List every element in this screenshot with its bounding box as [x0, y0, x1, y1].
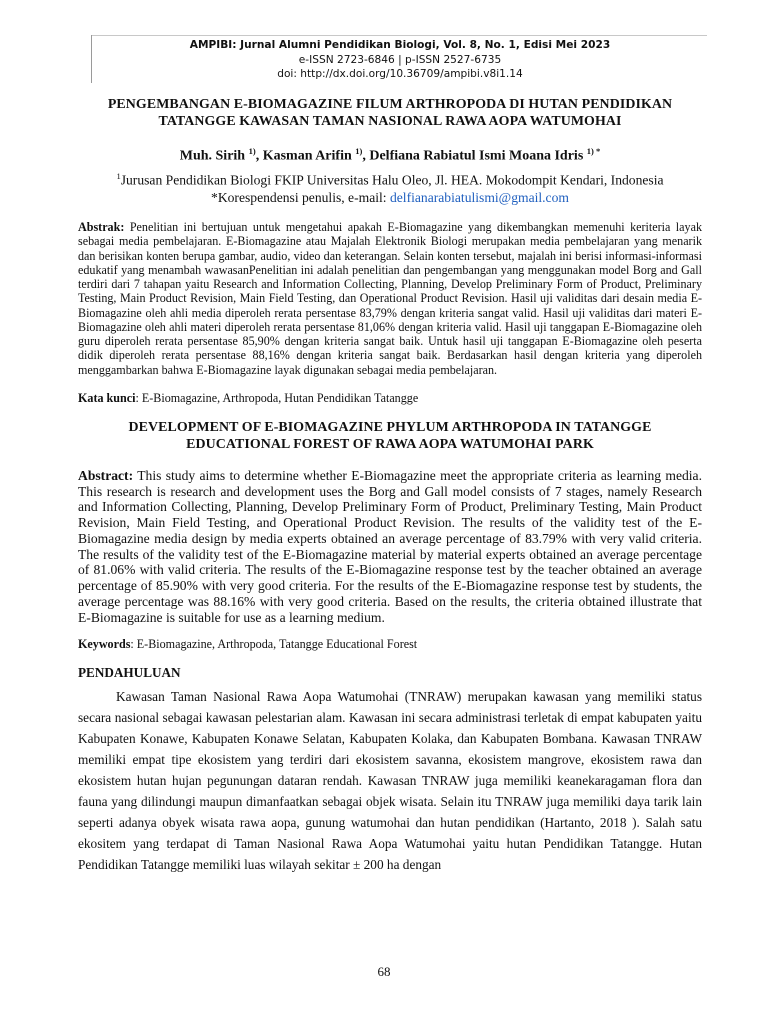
article-content — [78, 96, 702, 889]
author-1: Muh. Sirih — [179, 148, 246, 164]
correspondence-label: *Korespendensi penulis, e-mail: — [211, 190, 390, 206]
keywords-label: Keywords — [78, 637, 131, 652]
doi-line[interactable]: doi: http://dx.doi.org/10.36709/ampibi.v8i1.14 — [277, 68, 523, 80]
keywords-text: : E-Biomagazine, Arthropoda, Tatangge Educational Forest — [130, 637, 418, 652]
affiliation — [78, 167, 702, 208]
author-2: Kasman Arifin — [262, 148, 352, 164]
abstrak-label: Abstrak: — [78, 220, 125, 235]
author-3: Delfiana Rabiatul Ismi Moana Idris — [369, 148, 584, 164]
abstract-text: This study aims to determine whether E-Biomagazine meet the appropriate criteria as learning media. This research is research and development uses the Borg and Gall model consists of 7 stages, namely Research and Information Collecting, Planning, Develop Preliminary Form of Product, Preliminary Testing, Main Product Revision, Main Field Testing, and Operational Product Revision. The results of the validity test of the E-Biomagazine media design by media experts obtained an average percentage of 83.79% with very valid criteria. The results of the validity test of the E-Biomagazine material by material experts obtained an average percentage of 81.06% with valid criteria. The results of the E-Biomagazine response test by the teacher obtained an average percentage of 85.90% with very good criteria. For the results of the E-Biomagazine response test by students, the average percentage was 88.16% with very good criteria. Based on the results, the criteria obtained illustrate that E-Biomagazine is suitable for use as a learning medium. — [78, 467, 702, 625]
abstrak-text: Penelitian ini bertujuan untuk mengetahui apakah E-Biomagazine yang dikembangkan memenuhi keriteria layak sebagai media pembelajaran. E-Biomagazine atau Majalah Elektronik Biologi merupakan media pembelajaran yang menarik dan berisikan konten berupa gambar, audio, video dan keterangan. Selain konten tersebut, majalah ini berisi informasi-informasi edukatif yang menambah wawasanPenelitian ini adalah penelitian dan pengembangan yang menggunakan model Borg and Gall terdiri dari 7 tahapan yaitu Research and Information Collecting, Planning, Develop Preliminary Form of Product, Preliminary Testing, Main Product Revision, Main Field Testing, dan Operational Product Revision. Hasil uji validitas dari desain media E-Biomagazine oleh ahli media diperoleh rerata persentase 83,79% dengan kriteria sangat valid. Hasil uji validitas dari materi E-Biomagazine oleh ahli materi diperoleh rerata persentase 81,06% dengan kriteria valid. Hasil uji tanggapan E-Biomagazine oleh guru diperoleh rerata persentase 85,90% dengan kriteria sangat baik. Untuk hasil uji tanggapan E-Biomagazine oleh peserta didik diperoleh rerata persentase 88,16% dengan kriteria sangat baik. Berdasarkan hasil dengan kriteria yang diperoleh menggambarkan bahwa E-Biomagazine layak digunakan sebagai media pembelajaran. — [78, 220, 702, 377]
issn-line: e-ISSN 2723-6846 | p-ISSN 2527-6735 — [298, 53, 502, 66]
abstract-paragraph — [78, 468, 702, 626]
correspondence-email[interactable]: delfianarabiatulismi@gmail.com — [389, 190, 569, 206]
journal-name: AMPIBI: Jurnal Alumni Pendidikan Biologi, Vol. 8, No. 1, Edisi Mei 2023 — [189, 39, 611, 51]
abstract-label: Abstract: — [78, 467, 134, 483]
author-1-sup: 1) — [248, 146, 256, 156]
title-indonesian: PENGEMBANGAN E-BIOMAGAZINE FILUM ARTHROPODA DI HUTAN PENDIDIKAN TATANGGE KAWASAN TAMAN NASIONAL RAWA AOPA WATUMOHAI — [107, 97, 673, 129]
journal-header — [92, 38, 708, 82]
author-2-sup: 1) — [355, 146, 363, 156]
affiliation-text: Jurusan Pendidikan Biologi FKIP Universitas Halu Oleo, Jl. HEA. Mokodompit Kendari, Indonesia — [120, 172, 664, 188]
title-english: DEVELOPMENT OF E-BIOMAGAZINE PHYLUM ARTHROPODA IN TATANGGE EDUCATIONAL FOREST OF RAWA AOPA WATUMOHAI PARK — [128, 419, 652, 452]
kata-kunci-label: Kata kunci — [78, 390, 136, 405]
abstrak-paragraph — [78, 220, 702, 377]
kata-kunci — [78, 391, 702, 406]
affiliation-sup: 1 — [116, 170, 121, 181]
header-rule — [91, 35, 707, 36]
section-heading: PENDAHULUAN — [78, 665, 181, 681]
author-list: Muh. Sirih $^{1)}$, Kasman Arifin $^{1)}$, Delfiana Rabiatul Ismi Moana Idris $^{1) *}$ — [179, 146, 601, 164]
body-paragraph: Kawasan Taman Nasional Rawa Aopa Watumohai (TNRAW) merupakan kawasan yang memiliki status secara nasional sebagai kawasan pelestarian alam. Kawasan ini secara administrasi terletak di empat kabupaten yaitu Kabupaten Konawe, Kabupaten Konawe Selatan, Kabupaten Kolaka, dan Kabupaten Bombana. Kawasan TNRAW memiliki empat tipe ekosistem yang terdiri dari ekosistem savanna, ekosistem mangrove, ekosistem rawa dan ekosistem hutan hujan pegunungan dataran rendah. Kawasan TNRAW juga memiliki keanekaragaman flora dan fauna yang dilindungi maupun dimanfaatkan sebagai objek wisata. Selain itu TNRAW juga memiliki daya tarik lain seperti adanya obyek wisata rawa aopa, gunung watumohai dan hutan pendidikan (Hartanto, 2018 ). Salah satu ekositem yang terdapat di Taman Nasional Rawa Aopa Watumohai yaitu hutan Pendidikan Tatangge. Hutan Pendidikan Tatangge memiliki luas wilayah sekitar ± 200 ha dengan — [78, 689, 702, 873]
author-3-sup: 1) * — [586, 146, 601, 156]
page-number: 68 — [377, 964, 391, 979]
keywords — [78, 637, 702, 652]
kata-kunci-text: : E-Biomagazine, Arthropoda, Hutan Pendidikan Tatangge — [135, 390, 419, 405]
